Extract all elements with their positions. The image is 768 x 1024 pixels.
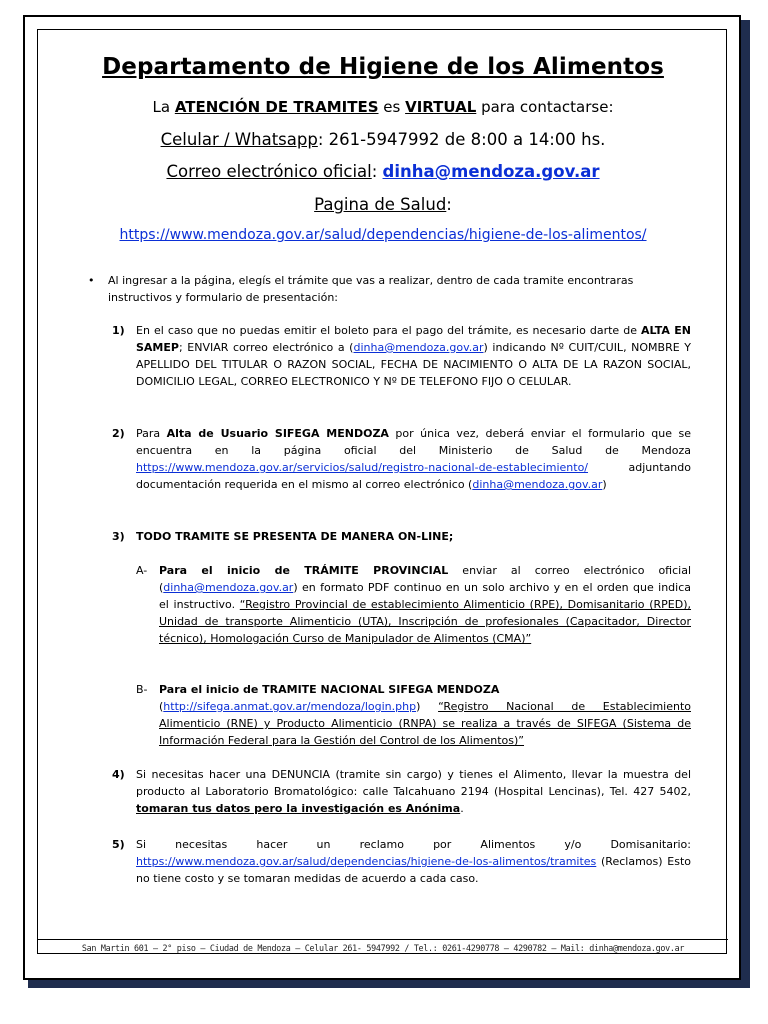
item-2-text-d: adjuntando documentación requerida en el mismo al correo electrónico ( [136, 461, 691, 491]
official-email-link[interactable]: dinha@mendoza.gov.ar [382, 162, 600, 181]
sub-a-email-link[interactable]: dinha@mendoza.gov.ar [163, 581, 294, 594]
attention-line [38, 98, 728, 116]
item-2-text-a: Para [136, 427, 167, 440]
email-line [38, 162, 728, 181]
sub-a-text-d: ) en formato PDF continuo en un solo archivo y en el orden que indica el instructivo. [159, 581, 691, 611]
item-5-text-b: (Reclamos) Esto no tiene costo y se tomaran medidas de acuerdo a cada caso. [136, 855, 691, 885]
item-4-text-a: Si necesitas hacer una DENUNCIA (tramite sin cargo) y tienes el Alimento, llevar la muestra del producto al Laboratorio Bromatológico: calle Talcahuano 2194 (Hospital Lencinas), Tel. 427 5402, [136, 768, 691, 798]
attention-pre: La [152, 98, 175, 116]
sifega-link[interactable]: http://sifega.anmat.gov.ar/mendoza/login.php [163, 700, 417, 713]
item-number: 3) [112, 530, 125, 543]
item-1-email-link[interactable]: dinha@mendoza.gov.ar [353, 341, 484, 354]
footer-divider [38, 939, 728, 940]
item-5-text-a: Si necesitas hacer un reclamo por Alimentos y/o Domisanitario: [136, 838, 691, 851]
attention-mid: es [378, 98, 406, 116]
item-text [136, 425, 691, 493]
bullet-icon: • [88, 274, 95, 287]
item-2-registry-link[interactable]: https://www.mendoza.gov.ar/servicios/salud/registro-nacional-de-establecimiento/ [136, 461, 589, 474]
item-number: 1) [112, 324, 125, 337]
sub-item-b-text [159, 681, 691, 749]
health-page-label: Pagina de Salud [314, 195, 447, 214]
phone-line [38, 130, 728, 149]
sub-a-bold: Para el inicio de TRÁMITE PROVINCIAL [159, 564, 449, 577]
item-1-bold: ALTA EN SAMEP [136, 324, 691, 354]
item-2-email-link[interactable]: dinha@mendoza.gov.ar [472, 478, 603, 491]
sub-b-bold: Para el inicio de TRAMITE NACIONAL SIFEGA MENDOZA [159, 683, 500, 696]
document-frame [23, 15, 741, 980]
virtual-keyword: VIRTUAL [405, 98, 477, 116]
item-text [136, 322, 691, 390]
sub-b-text-c: ( [159, 700, 164, 713]
item-text [136, 836, 691, 887]
health-url-line [38, 227, 728, 243]
health-page-sep: : [446, 195, 452, 214]
item-4-anonymous: tomaran tus datos pero la investigación es Anónima [136, 802, 461, 815]
sub-item-label: A- [136, 564, 148, 577]
attention-post: para contactarse: [476, 98, 614, 116]
sub-a-text-c: enviar al correo electrónico oficial ( [159, 564, 692, 594]
intro-text: Al ingresar a la página, elegís el trámite que vas a realizar, dentro de cada tramite encontraras instructivos y formulario de presentación: [108, 274, 634, 304]
item-2-text-c: por única vez, deberá enviar el formulario que se encuentra en la página oficial del Ministerio de Salud de Mendoza [136, 427, 692, 457]
email-sep: : [371, 162, 383, 181]
sub-a-registries: “Registro Provincial de establecimiento Alimenticio (RPE), Domisanitario (RPED), Unidad de transporte Alimenticio (UTA), Inscripción de profesionales (Capacitador, Director técnico), Homologación Curso de Manipulador de Alimentos (CMA)” [159, 598, 692, 645]
footer-address: San Martin 601 – 2° piso – Ciudad de Mendoza – Celular 261- 5947992 / Tel.: 0261-4290778 – 4290782 – Mail: dinha@mendoza.gov.ar [81, 943, 685, 953]
item-1-text-a: En el caso que no puedas emitir el boleto para el pago del trámite, es necesario darte de [136, 324, 642, 337]
document-inner-border [37, 29, 727, 954]
phone-value: : 261-5947992 de 8:00 a 14:00 hs. [317, 130, 606, 149]
item-number: 2) [112, 427, 125, 440]
page-title: Departamento de Higiene de los Alimentos [102, 54, 664, 80]
item-2-bold: Alta de Usuario SIFEGA MENDOZA [166, 427, 389, 440]
item-1-text-d: ) indicando Nº CUIT/CUIL, NOMBRE Y APELLIDO DEL TITULAR O RAZON SOCIAL, FECHA DE NACIMIENTO O ALTA DE LA RAZON SOCIAL, DOMICILIO LEGAL, CORREO ELECTRONICO Y Nº DE TELEFONO FIJO O CELULAR. [136, 341, 691, 388]
item-5-claims-link[interactable]: https://www.mendoza.gov.ar/salud/dependencias/higiene-de-los-alimentos/tramites [136, 855, 597, 868]
item-text [136, 766, 691, 817]
sub-item-label: B- [136, 683, 148, 696]
item-1-text-c: ; ENVIAR correo electrónico a ( [178, 341, 354, 354]
sub-b-registries: “Registro Nacional de Establecimiento Alimenticio (RNE) y Producto Alimenticio (RNPA) se realiza a través de SIFEGA (Sistema de Información Federal para la Gestión del Control de los Alimentos)” [159, 700, 691, 747]
attention-keyword: ATENCIÓN DE TRAMITES [174, 98, 379, 116]
health-page-line [38, 195, 728, 214]
item-3-text: TODO TRAMITE SE PRESENTA DE MANERA ON-LINE; [136, 530, 454, 543]
sub-item-a-text [159, 562, 691, 647]
phone-label: Celular / Whatsapp [160, 130, 318, 149]
sub-b-text-d: ) [416, 700, 439, 713]
email-label: Correo electrónico oficial [166, 162, 372, 181]
item-2-text-e: ) [602, 478, 607, 491]
item-4-text-c: . [460, 802, 464, 815]
item-number: 4) [112, 768, 125, 781]
item-number: 5) [112, 838, 125, 851]
health-page-link[interactable]: https://www.mendoza.gov.ar/salud/dependencias/higiene-de-los-alimentos/ [119, 227, 647, 243]
